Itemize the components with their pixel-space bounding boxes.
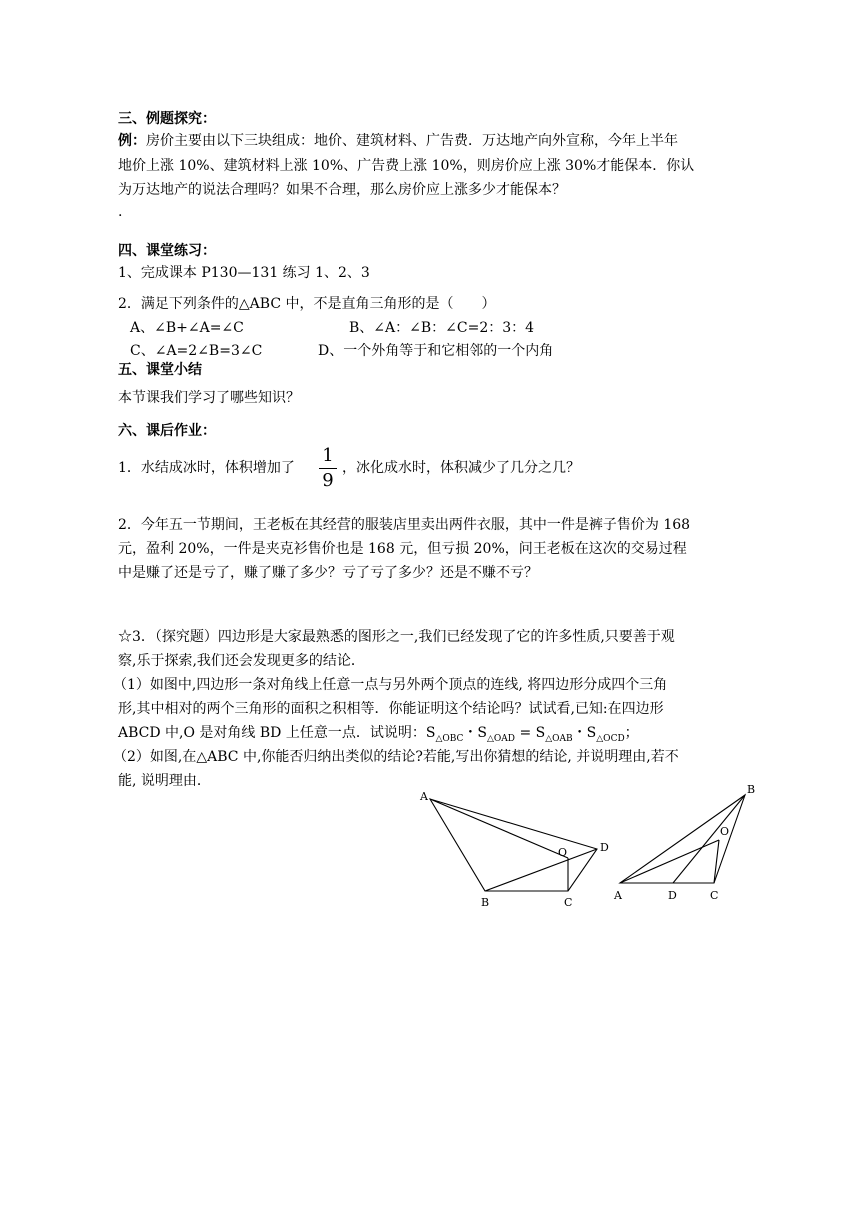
homework-q2-line-1: 2．今年五一节期间，王老板在其经营的服装店里卖出两件衣服，其中一件是裤子售价为 168	[118, 517, 691, 533]
practice-item-1: 1、完成课本 P130—131 练习 1、2、3	[118, 265, 370, 281]
example-line-2: 地价上涨 10%、建筑材料上涨 10%、广告费上涨 10%，则房价应上涨 30%才能保本．你认	[118, 158, 695, 174]
label-b-1: B	[481, 896, 490, 909]
fraction-denominator: 9	[322, 470, 334, 491]
label-b-2: B	[747, 783, 756, 796]
stray-dot: .	[118, 204, 123, 220]
section-6-heading: 六、课后作业：	[118, 423, 216, 439]
homework-q1-post: ，冰化成水时，体积减少了几分之几？	[342, 460, 580, 476]
label-o-1: O	[558, 846, 568, 859]
example-line-3: 为万达地产的说法合理吗？如果不合理，那么房价应上涨多少才能保本？	[118, 182, 566, 198]
homework-q3-line-2: 察,乐于探索,我们还会发现更多的结论．	[118, 653, 365, 669]
segment-ao	[430, 799, 568, 858]
figure-quadrilateral	[430, 799, 597, 891]
figure-triangle	[620, 795, 745, 883]
triangle-outline	[620, 795, 745, 883]
homework-q1-pre: 1．水结成冰时，体积增加了	[118, 460, 295, 476]
section-4-heading: 四、课堂练习：	[118, 243, 216, 259]
homework-q2-line-2: 元，盈利 20%，一件是夹克衫售价也是 168 元，但亏损 20%，问王老板在这次的交易过程	[118, 541, 687, 557]
label-d-2: D	[668, 889, 677, 902]
label-c-1: C	[564, 896, 573, 909]
segment-ao-2	[620, 840, 719, 883]
subscript-obc: △OBC	[435, 733, 464, 744]
homework-q3-line-4: 形,其中相对的两个三角形的面积之积相等．你能证明这个结论吗？试试看,已知:在四边形	[118, 701, 664, 717]
dot-1: ・S	[463, 725, 487, 741]
option-a: A、∠B+∠A=∠C	[130, 320, 244, 336]
homework-q3-line-1: ☆3．（探究题）四边形是大家最熟悉的图形之一,我们已经发现了它的许多性质,只要善于观	[118, 629, 675, 645]
q3-line-5-text: ABCD 中,O 是对角线 BD 上任意一点．试说明：S	[118, 725, 436, 741]
option-d: D、一个外角等于和它相邻的一个内角	[318, 343, 554, 359]
homework-q3-line-6: （2）如图,在△ABC 中,你能否归纳出类似的结论?若能,写出你猜想的结论, 并说明理由,若不	[113, 749, 679, 765]
subscript-oad: △OAD	[487, 733, 516, 744]
diagonal-bd	[485, 849, 597, 891]
example-text-1: 房价主要由以下三块组成：地价、建筑材料、广告费．万达地产向外宣称，今年上半年	[146, 133, 678, 149]
segment-bd	[673, 795, 745, 883]
example-label: 例：	[118, 133, 146, 149]
semicolon: ；	[624, 725, 639, 741]
fraction-numerator: 1	[322, 445, 334, 466]
dot-2: ・S	[572, 725, 597, 741]
option-c: C、∠A=2∠B=3∠C	[130, 343, 263, 359]
label-a-2: A	[614, 889, 622, 902]
label-c-2: C	[710, 889, 719, 902]
section-5-heading: 五、课堂小结	[118, 362, 202, 378]
subscript-oab: △OAB	[545, 733, 573, 744]
quad-outline	[430, 799, 597, 891]
homework-q2-line-3: 中是赚了还是亏了，赚了赚了多少？亏了亏了多少？还是不赚不亏？	[118, 565, 538, 581]
equals: = S	[515, 725, 546, 741]
label-d-1: D	[600, 841, 609, 854]
practice-item-2: 2．满足下列条件的△ABC 中，不是直角三角形的是（ ）	[118, 296, 496, 312]
homework-q3-line-7: 能, 说明理由．	[118, 773, 211, 789]
subscript-ocd: △OCD	[596, 733, 625, 744]
section-3-heading: 三、例题探究：	[118, 111, 216, 127]
summary-text: 本节课我们学习了哪些知识？	[118, 390, 300, 406]
label-o-2: O	[720, 825, 730, 838]
homework-q3-line-3: （1）如图中,四边形一条对角线上任意一点与另外两个顶点的连线, 将四边形分成四个三角	[113, 677, 668, 693]
label-a-1: A	[420, 790, 428, 803]
option-b: B、∠A：∠B：∠C=2：3：4	[349, 320, 535, 336]
